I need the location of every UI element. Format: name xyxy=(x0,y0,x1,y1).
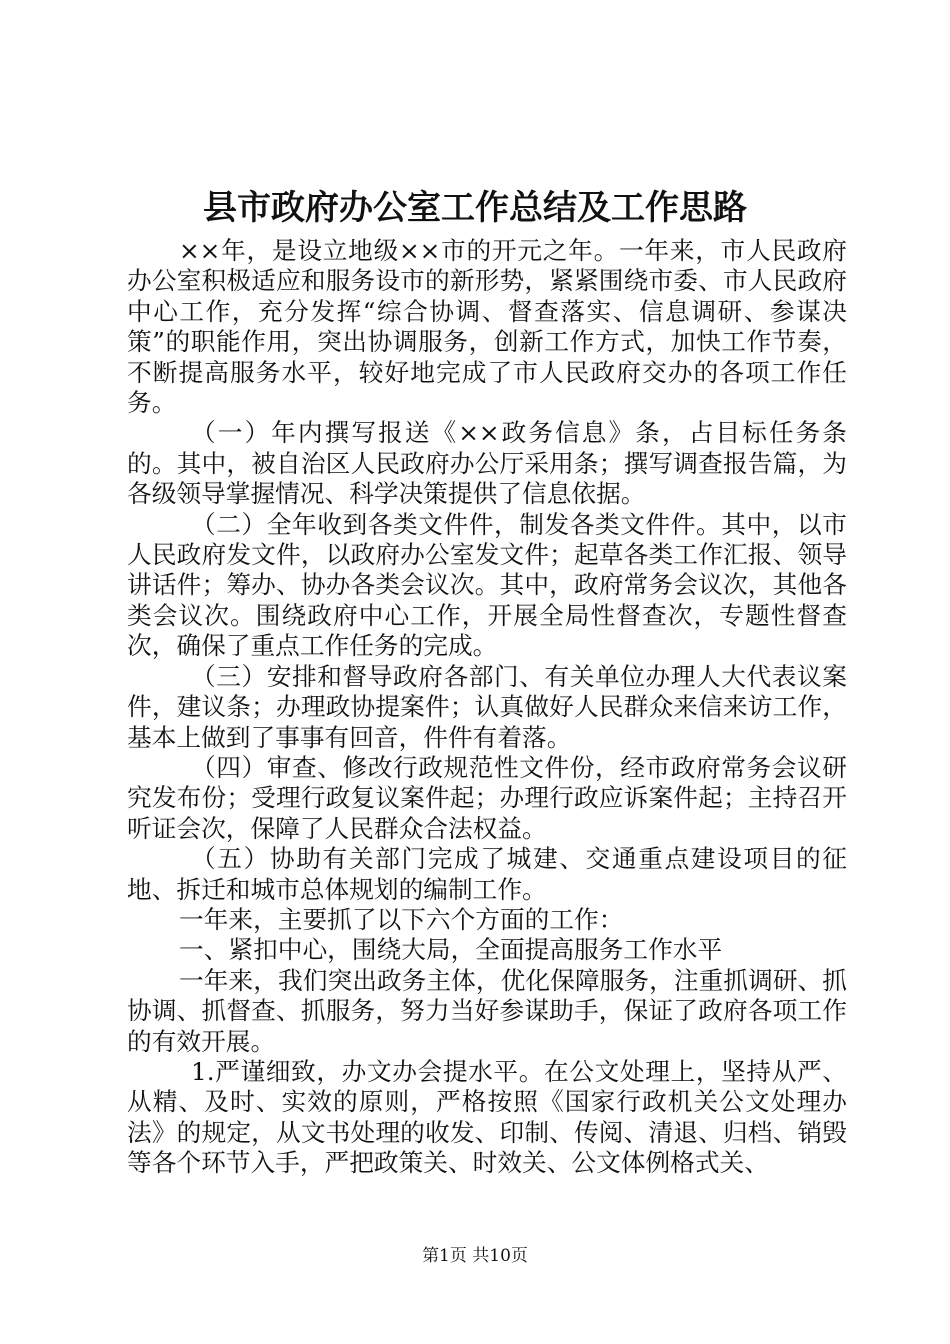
paragraph-item-3: （三）安排和督导政府各部门、有关单位办理人大代表议案件，建议条；办理政协提案件；认真做好人民群众来信来访工作，基本上做到了事事有回音，件件有着落。 xyxy=(127,661,847,752)
paragraph-intro: ××年，是设立地级××市的开元之年。一年来，市人民政府办公室积极适应和服务设市的新形势，紧紧围绕市委、市人民政府中心工作，充分发挥“综合协调、督查落实、信息调研、参谋决策”的职能作用，突出协调服务，创新工作方式，加快工作节奏，不断提高服务水平，较好地完成了市人民政府交办的各项工作任务。 xyxy=(127,236,847,418)
page-number: 第1页 共10页 xyxy=(422,1246,528,1266)
document-body xyxy=(127,236,847,1179)
section-heading-1: 一、紧扣中心，围绕大局，全面提高服务工作水平 xyxy=(179,935,723,965)
paragraph-item-2: （二）全年收到各类文件件，制发各类文件件。其中，以市人民政府发文件，以政府办公室发文件；起草各类工作汇报、领导讲话件；筹办、协办各类会议次。其中，政府常务会议次，其他各类会议次。围绕政府中心工作，开展全局性督查次，专题性督查次，确保了重点工作任务的完成。 xyxy=(127,509,847,661)
paragraph-item-4: （四）审查、修改行政规范性文件份，经市政府常务会议研究发布份；受理行政复议案件起；办理行政应诉案件起；主持召开听证会次，保障了人民群众合法权益。 xyxy=(127,752,847,843)
paragraph-summary-intro: 一年来，主要抓了以下六个方面的工作： xyxy=(179,904,624,934)
document-title: 县市政府办公室工作总结及工作思路 xyxy=(203,188,747,228)
paragraph-item-1: （一）年内撰写报送《××政务信息》条，占目标任务条的。其中，被自治区人民政府办公厅采用条；撰写调查报告篇，为各级领导掌握情况、科学决策提供了信息依据。 xyxy=(127,418,847,509)
paragraph-item-5: （五）协助有关部门完成了城建、交通重点建设项目的征地、拆迁和城市总体规划的编制工作。 xyxy=(127,844,847,904)
paragraph-section-1: 一年来，我们突出政务主体，优化保障服务，注重抓调研、抓协调、抓督查、抓服务，努力当好参谋助手，保证了政府各项工作的有效开展。 xyxy=(127,965,847,1056)
paragraph-subsection-1: 1.严谨细致，办文办会提水平。在公文处理上，坚持从严、从精、及时、实效的原则，严格按照《国家行政机关公文处理办法》的规定，从文书处理的收发、印制、传阅、清退、归档、销毁等各个环节入手，严把政策关、时效关、公文体例格式关、 xyxy=(127,1056,847,1178)
